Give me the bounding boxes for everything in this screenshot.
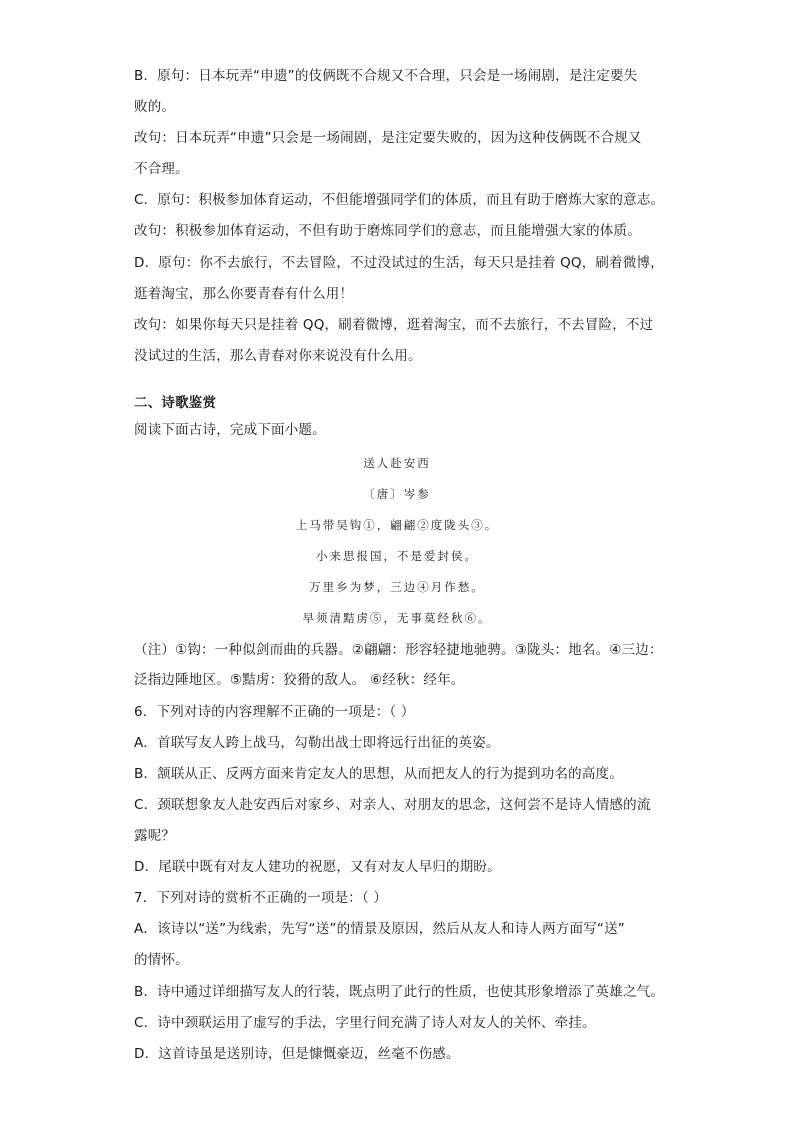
poem-author: 〔唐〕岑参: [363, 487, 431, 501]
poem-line: 小来思报国，不是爱封侯。: [316, 549, 478, 563]
answer-option: A．该诗以“送”为线索，先写“送”的情景及原因，然后从友人和诗人两方面写“送”: [134, 921, 625, 937]
text-line: 改句：如果你每天只是挂着 QQ，刷着微博，逛着淘宝，而不去旅行，不去冒险，不过: [134, 317, 654, 333]
text-line: 没试过的生活，那么青春对你来说没有什么用。: [134, 348, 422, 364]
text-line: 改句：积极参加体育运动，不但有助于磨炼同学们的意志，而且能增强大家的体质。: [134, 223, 641, 239]
poem-line: 上马带吴钩①，翩翩②度陇头③。: [295, 518, 499, 532]
answer-option: C．颈联想象友人赴安西后对家乡、对亲人、对朋友的思念，这何尝不是诗人情感的流: [134, 797, 651, 813]
text-line: C．原句：积极参加体育运动，不但能增强同学们的体质，而且有助于磨炼大家的意志。: [134, 192, 665, 208]
section-instruction: 阅读下面古诗，完成下面小题。: [134, 422, 326, 438]
answer-option: B．颔联从正、反两方面来肯定友人的思想，从而把友人的行为提到功名的高度。: [134, 766, 623, 782]
text-line: 败的。: [134, 99, 176, 115]
text-line: B．原句：日本玩弄“申遗”的伎俩既不合规又不合理，只会是一场闹剧，是注定要失: [134, 68, 638, 84]
answer-option: A．首联写友人跨上战马，勾勒出战士即将远行出征的英姿。: [134, 735, 500, 751]
answer-option: C．诗中颈联运用了虚写的手法，字里行间充满了诗人对友人的关怀、牵挂。: [134, 1015, 596, 1031]
text-line: 不合理。: [134, 161, 189, 177]
poem-line: 万里乡为梦，三边④月作愁。: [309, 580, 485, 594]
answer-option: D．这首诗虽是送别诗，但是慷慨豪迈，丝毫不伤感。: [134, 1046, 460, 1062]
section-heading: 二、诗歌鉴赏: [134, 395, 217, 411]
note-line: 泛指边陲地区。⑤黠虏：狡猾的敌人。 ⑥经秋：经年。: [134, 672, 465, 688]
poem-title: 送人赴安西: [363, 456, 431, 470]
answer-option: B．诗中通过详细描写友人的行装，既点明了此行的性质，也使其形象增添了英雄之气。: [134, 984, 665, 1000]
answer-option: 露呢？: [134, 828, 176, 844]
poem-line: 早须清黠虏⑤，无事莫经秋⑥。: [302, 611, 492, 625]
text-line: D．原句：你不去旅行，不去冒险，不过没试过的生活，每天只是挂着 QQ，刷着微博，: [134, 255, 664, 271]
answer-option: D．尾联中既有对友人建功的祝愿，又有对友人早归的期盼。: [134, 859, 501, 875]
question-stem: 7．下列对诗的赏析不正确的一项是：（ ）: [134, 890, 388, 906]
question-stem: 6．下列对诗的内容理解不正确的一项是：（ ）: [134, 704, 415, 720]
text-line: 改句：日本玩弄“申遗”只会是一场闹剧，是注定要失败的，因为这种伎俩既不合规又: [134, 130, 642, 146]
text-line: 逛着淘宝，那么你要青春有什么用！: [134, 286, 354, 302]
answer-option: 的情怀。: [134, 952, 189, 968]
note-line: （注）①钩：一种似剑而曲的兵器。②翩翩：形容轻捷地驰骋。③陇头：地名。④三边：: [134, 642, 663, 658]
